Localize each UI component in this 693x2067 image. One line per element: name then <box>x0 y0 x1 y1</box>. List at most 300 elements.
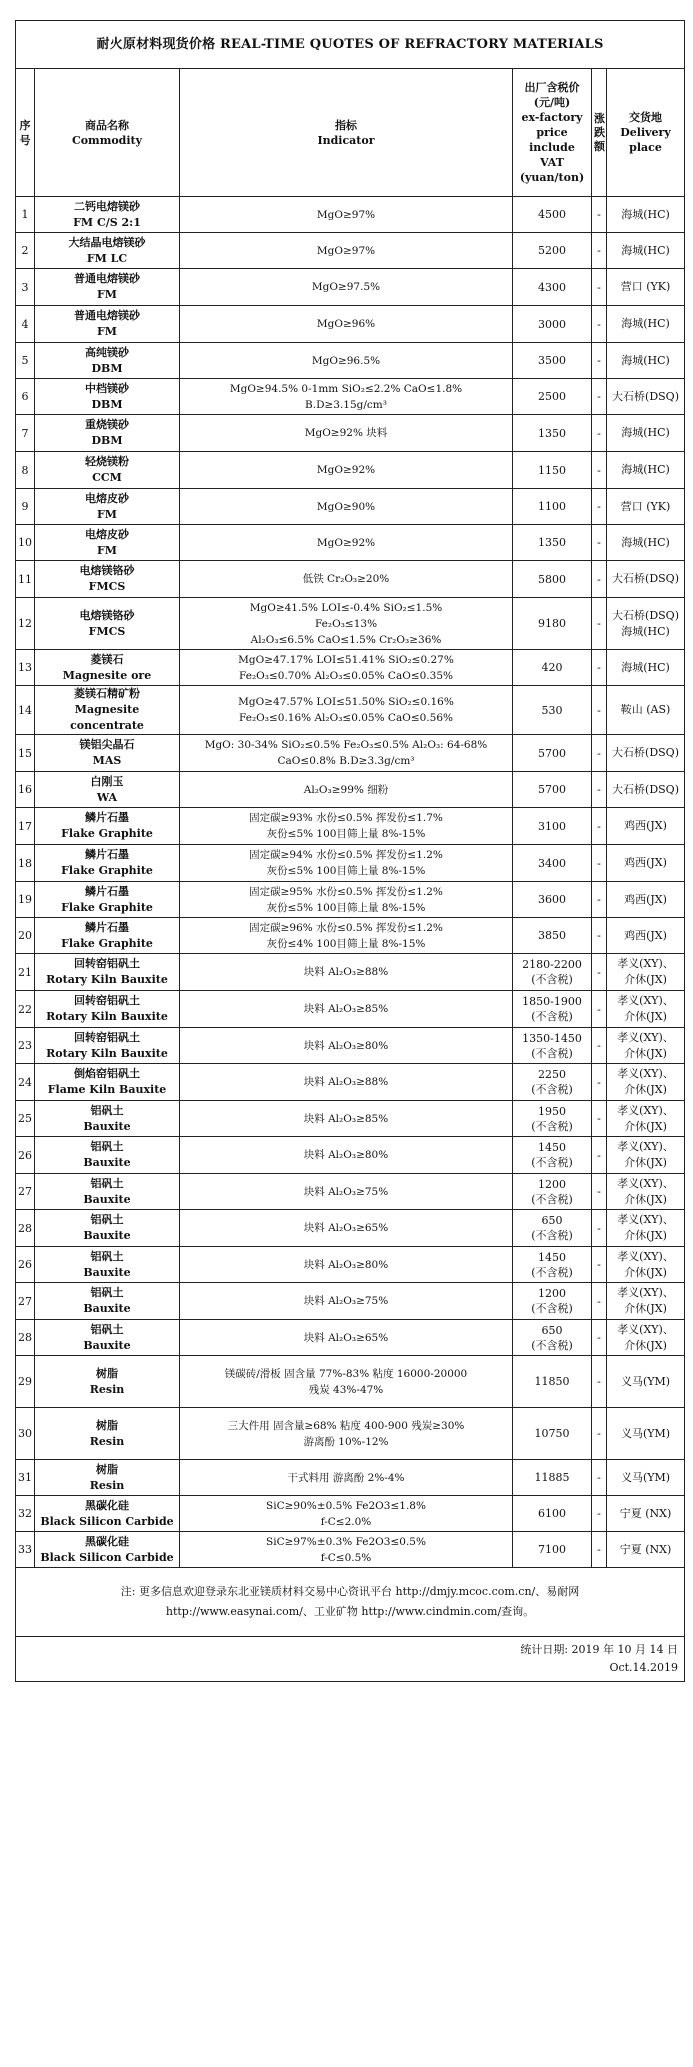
row-number: 27 <box>16 1283 35 1320</box>
commodity-name-en: Magnesite ore <box>62 668 152 682</box>
commodity-name-en: Resin <box>89 1434 125 1448</box>
place-cell: 孝义(XY)、 介休(JX) <box>607 1174 685 1210</box>
commodity-name-en: CCM <box>92 471 122 484</box>
place-cell: 海城(HC) <box>607 233 685 269</box>
place-cell: 鞍山 (AS) <box>607 686 685 735</box>
commodity-name-en: Bauxite <box>83 1338 131 1352</box>
indicator-cell: 块料 Al₂O₃≥85% <box>180 991 513 1028</box>
trend-cell: - <box>592 1283 607 1320</box>
table-row <box>16 1283 685 1320</box>
indicator-cell: MgO≥96.5% <box>180 343 513 379</box>
price-cell: 2500 <box>513 379 592 415</box>
trend-cell: - <box>592 1532 607 1568</box>
row-number: 17 <box>16 808 35 845</box>
commodity-name-en: Flame Kiln Bauxite <box>47 1083 167 1096</box>
trend-cell: - <box>592 954 607 991</box>
table-row <box>16 918 685 954</box>
row-number: 1 <box>16 197 35 233</box>
indicator-cell: 块料 Al₂O₃≥65% <box>180 1210 513 1247</box>
row-number: 12 <box>16 598 35 650</box>
place-cell: 孝义(XY)、 介休(JX) <box>607 954 685 991</box>
commodity-name-cn: 电熔皮砂 <box>85 527 129 541</box>
table-row <box>16 489 685 525</box>
price-cell: 420 <box>513 650 592 686</box>
commodity-name-cn: 镁铝尖晶石 <box>79 738 135 751</box>
place-cell: 大石桥(DSQ) 海城(HC) <box>607 598 685 650</box>
trend-cell: - <box>592 306 607 343</box>
row-number: 29 <box>16 1356 35 1408</box>
price-cell: 5700 <box>513 735 592 772</box>
price-cell: 6100 <box>513 1496 592 1532</box>
price-cell: 4500 <box>513 197 592 233</box>
row-number: 24 <box>16 1064 35 1101</box>
indicator-cell: 块料 Al₂O₃≥80% <box>180 1028 513 1064</box>
indicator-cell: 固定碳≥93% 水份≤0.5% 挥发份≤1.7% 灰份≤5% 100目筛上量 8%-15% <box>180 808 513 845</box>
indicator-cell: MgO: 30-34% SiO₂≤0.5% Fe₂O₃≤0.5% Al₂O₃: 64-68% CaO≤0.8% B.D≥3.3g/cm³ <box>180 735 513 772</box>
commodity-name-en: Bauxite <box>83 1192 131 1206</box>
row-number: 10 <box>16 525 35 561</box>
commodity-name-en: FM <box>97 543 117 557</box>
price-cell: 2250 (不含税) <box>513 1064 592 1101</box>
row-number: 32 <box>16 1496 35 1532</box>
commodity-cell <box>35 1460 180 1496</box>
header-commodity: 商品名称 Commodity <box>35 69 180 197</box>
commodity-cell <box>35 1247 180 1283</box>
table-row <box>16 1460 685 1496</box>
row-number: 28 <box>16 1320 35 1356</box>
commodity-name-cn: 重烧镁砂 <box>85 418 129 431</box>
trend-cell: - <box>592 1496 607 1532</box>
commodity-name-cn: 大结晶电熔镁砂 <box>68 235 146 249</box>
trend-cell: - <box>592 379 607 415</box>
commodity-name-cn: 电熔镁铬砂 <box>79 564 135 577</box>
commodity-cell <box>35 452 180 489</box>
trend-cell: - <box>592 918 607 954</box>
row-number: 27 <box>16 1174 35 1210</box>
price-cell: 3000 <box>513 306 592 343</box>
trend-cell: - <box>592 650 607 686</box>
row-number: 28 <box>16 1210 35 1247</box>
trend-cell: - <box>592 1101 607 1137</box>
table-row <box>16 1532 685 1568</box>
price-cell: 1350 <box>513 415 592 452</box>
table-row <box>16 525 685 561</box>
commodity-name-en: MAS <box>92 754 122 767</box>
place-cell: 海城(HC) <box>607 650 685 686</box>
table-row <box>16 1101 685 1137</box>
price-cell: 1950 (不含税) <box>513 1101 592 1137</box>
commodity-name-cn: 树脂 <box>96 1366 118 1380</box>
commodity-name-cn: 铝矾土 <box>90 1286 124 1299</box>
row-number: 23 <box>16 1028 35 1064</box>
row-number: 11 <box>16 561 35 598</box>
row-number: 13 <box>16 650 35 686</box>
row-number: 20 <box>16 918 35 954</box>
commodity-name-en: Bauxite <box>83 1229 131 1242</box>
table-row <box>16 379 685 415</box>
indicator-cell: 块料 Al₂O₃≥80% <box>180 1247 513 1283</box>
place-cell: 宁夏 (NX) <box>607 1496 685 1532</box>
price-cell: 10750 <box>513 1408 592 1460</box>
price-cell: 3400 <box>513 845 592 882</box>
indicator-cell: MgO≥94.5% 0-1mm SiO₂≤2.2% CaO≤1.8% B.D≥3.15g/cm³ <box>180 379 513 415</box>
place-cell: 海城(HC) <box>607 343 685 379</box>
row-number: 21 <box>16 954 35 991</box>
row-number: 15 <box>16 735 35 772</box>
commodity-cell <box>35 197 180 233</box>
table-row <box>16 772 685 808</box>
commodity-name-cn: 菱镁石精矿粉 <box>74 687 140 700</box>
place-cell: 孝义(XY)、 介休(JX) <box>607 1028 685 1064</box>
table-row <box>16 650 685 686</box>
place-cell: 孝义(XY)、 介休(JX) <box>607 1101 685 1137</box>
indicator-cell: Al₂O₃≥99% 细粉 <box>180 772 513 808</box>
row-number: 4 <box>16 306 35 343</box>
place-cell: 鸡西(JX) <box>607 808 685 845</box>
commodity-cell <box>35 808 180 845</box>
commodity-cell <box>35 525 180 561</box>
trend-cell: - <box>592 1174 607 1210</box>
price-cell: 1450 (不含税) <box>513 1247 592 1283</box>
trend-cell: - <box>592 197 607 233</box>
commodity-name-cn: 回转窑铝矾土 <box>74 1030 140 1044</box>
table-body <box>16 197 685 1568</box>
header-trend: 涨 跌 额 <box>592 69 607 197</box>
price-cell: 1850-1900 (不含税) <box>513 991 592 1028</box>
row-number: 9 <box>16 489 35 525</box>
row-number: 2 <box>16 233 35 269</box>
commodity-name-en: DBM <box>91 361 123 375</box>
trend-cell: - <box>592 1064 607 1101</box>
price-cell: 5700 <box>513 772 592 808</box>
commodity-cell <box>35 1356 180 1408</box>
commodity-name-cn: 二钙电熔镁砂 <box>74 199 140 213</box>
row-number: 5 <box>16 343 35 379</box>
commodity-name-en: Resin <box>89 1478 125 1492</box>
commodity-name-en: Flake Graphite <box>61 827 153 840</box>
commodity-cell <box>35 343 180 379</box>
commodity-name-en: FM LC <box>86 251 128 265</box>
price-cell: 2180-2200 (不含税) <box>513 954 592 991</box>
price-cell: 650 (不含税) <box>513 1320 592 1356</box>
commodity-name-cn: 铝矾土 <box>90 1176 124 1190</box>
price-cell: 9180 <box>513 598 592 650</box>
place-cell: 鸡西(JX) <box>607 882 685 918</box>
place-cell: 大石桥(DSQ) <box>607 561 685 598</box>
table-row <box>16 1210 685 1247</box>
commodity-name-en: FM <box>97 288 117 301</box>
indicator-cell: 块料 Al₂O₃≥75% <box>180 1174 513 1210</box>
price-cell: 5800 <box>513 561 592 598</box>
price-cell: 1200 (不含税) <box>513 1174 592 1210</box>
indicator-cell: 镁碳砖/滑板 固含量 77%-83% 粘度 16000-20000 残炭 43%-47% <box>180 1356 513 1408</box>
place-cell: 海城(HC) <box>607 525 685 561</box>
row-number: 19 <box>16 882 35 918</box>
commodity-cell <box>35 735 180 772</box>
indicator-cell: MgO≥47.17% LOI≤51.41% SiO₂≤0.27% Fe₂O₃≤0.70% Al₂O₃≤0.05% CaO≤0.35% <box>180 650 513 686</box>
commodity-cell <box>35 991 180 1028</box>
place-cell: 海城(HC) <box>607 306 685 343</box>
commodity-name-en: Bauxite <box>83 1156 131 1169</box>
place-cell: 海城(HC) <box>607 197 685 233</box>
commodity-cell <box>35 1101 180 1137</box>
header-indicator: 指标 Indicator <box>180 69 513 197</box>
commodity-name-cn: 菱镁石 <box>90 652 124 666</box>
indicator-cell: MgO≥92% <box>180 452 513 489</box>
row-number: 25 <box>16 1101 35 1137</box>
table-row <box>16 233 685 269</box>
place-cell: 鸡西(JX) <box>607 918 685 954</box>
commodity-name-cn: 鳞片石墨 <box>85 920 129 934</box>
trend-cell: - <box>592 991 607 1028</box>
trend-cell: - <box>592 1137 607 1174</box>
price-cell: 11850 <box>513 1356 592 1408</box>
table-row <box>16 991 685 1028</box>
commodity-name-en: Black Silicon Carbide <box>40 1550 174 1564</box>
table-row <box>16 452 685 489</box>
table-row <box>16 1408 685 1460</box>
indicator-cell: MgO≥90% <box>180 489 513 525</box>
place-cell: 孝义(XY)、 介休(JX) <box>607 1137 685 1174</box>
indicator-cell: 块料 Al₂O₃≥80% <box>180 1137 513 1174</box>
trend-cell: - <box>592 686 607 735</box>
price-cell: 5200 <box>513 233 592 269</box>
commodity-cell <box>35 1320 180 1356</box>
header-price: 出厂含税价 (元/吨) ex-factory price include VAT (yuan/ton) <box>513 69 592 197</box>
commodity-name-en: FM C/S 2:1 <box>73 215 141 229</box>
indicator-cell: MgO≥41.5% LOI≤-0.4% SiO₂≤1.5% Fe₂O₃≤13% Al₂O₃≤6.5% CaO≤1.5% Cr₂O₃≥36% <box>180 598 513 650</box>
commodity-name-en: Bauxite <box>83 1302 131 1315</box>
place-cell: 义马(YM) <box>607 1408 685 1460</box>
stat-date-en: Oct.14.2019 <box>609 1661 679 1674</box>
table-row <box>16 561 685 598</box>
row-number: 14 <box>16 686 35 735</box>
price-cell: 3850 <box>513 918 592 954</box>
row-number: 30 <box>16 1408 35 1460</box>
commodity-cell <box>35 954 180 991</box>
trend-cell: - <box>592 1210 607 1247</box>
trend-cell: - <box>592 882 607 918</box>
commodity-name-en: Flake Graphite <box>61 864 153 877</box>
table-row <box>16 1496 685 1532</box>
commodity-name-cn: 黑碳化硅 <box>85 1534 129 1548</box>
commodity-cell <box>35 233 180 269</box>
commodity-name-cn: 中档镁砂 <box>85 381 129 395</box>
price-cell: 1100 <box>513 489 592 525</box>
price-cell: 530 <box>513 686 592 735</box>
commodity-cell <box>35 918 180 954</box>
price-cell: 1150 <box>513 452 592 489</box>
commodity-name-cn: 回转窑铝矾土 <box>74 957 140 970</box>
trend-cell: - <box>592 1460 607 1496</box>
commodity-cell <box>35 1064 180 1101</box>
place-cell: 海城(HC) <box>607 452 685 489</box>
commodity-name-cn: 倒焰窑铝矾土 <box>74 1067 140 1080</box>
commodity-cell <box>35 415 180 452</box>
commodity-name-en: FMCS <box>88 624 126 638</box>
table-row <box>16 686 685 735</box>
commodity-cell <box>35 561 180 598</box>
commodity-name-cn: 黑碳化硅 <box>85 1498 129 1512</box>
trend-cell: - <box>592 772 607 808</box>
row-number: 26 <box>16 1137 35 1174</box>
indicator-cell: MgO≥96% <box>180 306 513 343</box>
table-row <box>16 306 685 343</box>
indicator-cell: 固定碳≥94% 水份≤0.5% 挥发份≤1.2% 灰份≤5% 100目筛上量 8%-15% <box>180 845 513 882</box>
indicator-cell: 块料 Al₂O₃≥88% <box>180 954 513 991</box>
commodity-cell <box>35 1532 180 1568</box>
indicator-cell: 三大件用 固含量≥68% 粘度 400-900 残炭≥30% 游离酚 10%-12% <box>180 1408 513 1460</box>
header-place: 交货地 Delivery place <box>607 69 685 197</box>
place-cell: 孝义(XY)、 介休(JX) <box>607 1320 685 1356</box>
price-cell: 4300 <box>513 269 592 306</box>
commodity-name-en: Flake Graphite <box>61 936 153 950</box>
commodity-name-cn: 白刚玉 <box>90 774 124 788</box>
table-row <box>16 197 685 233</box>
trend-cell: - <box>592 1320 607 1356</box>
indicator-cell: 块料 Al₂O₃≥88% <box>180 1064 513 1101</box>
commodity-name-en: Rotary Kiln Bauxite <box>46 1046 168 1060</box>
commodity-name-cn: 铝矾土 <box>90 1140 124 1153</box>
commodity-name-en: WA <box>96 790 118 804</box>
row-number: 3 <box>16 269 35 306</box>
commodity-name-cn: 电熔镁铬砂 <box>79 608 135 622</box>
commodity-cell <box>35 1408 180 1460</box>
trend-cell: - <box>592 845 607 882</box>
place-cell: 宁夏 (NX) <box>607 1532 685 1568</box>
commodity-cell <box>35 845 180 882</box>
commodity-name-en: FM <box>97 325 117 338</box>
price-table <box>15 20 685 1682</box>
row-number: 8 <box>16 452 35 489</box>
commodity-cell <box>35 1174 180 1210</box>
trend-cell: - <box>592 269 607 306</box>
place-cell: 营口 (YK) <box>607 489 685 525</box>
table-row <box>16 343 685 379</box>
indicator-cell: 块料 Al₂O₃≥65% <box>180 1320 513 1356</box>
indicator-cell: MgO≥92% 块料 <box>180 415 513 452</box>
trend-cell: - <box>592 415 607 452</box>
price-cell: 1350 <box>513 525 592 561</box>
commodity-name-en: DBM <box>91 397 123 411</box>
commodity-name-cn: 铝矾土 <box>90 1322 124 1336</box>
trend-cell: - <box>592 598 607 650</box>
table-row <box>16 735 685 772</box>
commodity-name-en: FMCS <box>88 580 126 593</box>
commodity-name-cn: 树脂 <box>96 1418 118 1432</box>
commodity-cell <box>35 1496 180 1532</box>
table-title: 耐火原材料现货价格 REAL-TIME QUOTES OF REFRACTORY MATERIALS <box>16 21 685 69</box>
price-cell: 1200 (不含税) <box>513 1283 592 1320</box>
commodity-cell <box>35 379 180 415</box>
place-cell: 大石桥(DSQ) <box>607 735 685 772</box>
trend-cell: - <box>592 452 607 489</box>
table-row <box>16 845 685 882</box>
table-row <box>16 1247 685 1283</box>
trend-cell: - <box>592 1408 607 1460</box>
commodity-name-en: Magnesite concentrate <box>70 703 144 732</box>
row-number: 26 <box>16 1247 35 1283</box>
table-row <box>16 1028 685 1064</box>
commodity-name-en: Flake Graphite <box>61 900 153 914</box>
indicator-cell: 干式料用 游离酚 2%-4% <box>180 1460 513 1496</box>
place-cell: 鸡西(JX) <box>607 845 685 882</box>
trend-cell: - <box>592 1356 607 1408</box>
commodity-name-cn: 铝矾土 <box>90 1249 124 1263</box>
commodity-name-cn: 回转窑铝矾土 <box>74 994 140 1007</box>
table-row <box>16 1320 685 1356</box>
table-row <box>16 415 685 452</box>
indicator-cell: 块料 Al₂O₃≥85% <box>180 1101 513 1137</box>
commodity-name-cn: 鳞片石墨 <box>85 884 129 898</box>
price-cell: 1450 (不含税) <box>513 1137 592 1174</box>
trend-cell: - <box>592 561 607 598</box>
commodity-name-cn: 铝矾土 <box>90 1103 124 1117</box>
commodity-name-cn: 轻烧镁粉 <box>85 455 129 468</box>
commodity-name-cn: 普通电熔镁砂 <box>74 309 140 322</box>
commodity-name-en: Black Silicon Carbide <box>40 1514 174 1528</box>
table-row <box>16 808 685 845</box>
indicator-cell: 低铁 Cr₂O₃≥20% <box>180 561 513 598</box>
table-row <box>16 1356 685 1408</box>
statistics-date <box>16 1637 685 1682</box>
trend-cell: - <box>592 735 607 772</box>
commodity-cell <box>35 1137 180 1174</box>
commodity-name-cn: 电熔皮砂 <box>85 491 129 505</box>
place-cell: 孝义(XY)、 介休(JX) <box>607 1247 685 1283</box>
trend-cell: - <box>592 343 607 379</box>
header-row <box>16 69 685 197</box>
trend-cell: - <box>592 525 607 561</box>
row-number: 18 <box>16 845 35 882</box>
indicator-cell: MgO≥97% <box>180 197 513 233</box>
indicator-cell: SiC≥90%±0.5% Fe2O3≤1.8% f-C≤2.0% <box>180 1496 513 1532</box>
row-number: 6 <box>16 379 35 415</box>
trend-cell: - <box>592 233 607 269</box>
commodity-cell <box>35 1028 180 1064</box>
indicator-cell: MgO≥97.5% <box>180 269 513 306</box>
trend-cell: - <box>592 1028 607 1064</box>
table-row <box>16 269 685 306</box>
commodity-cell <box>35 650 180 686</box>
row-number: 7 <box>16 415 35 452</box>
commodity-name-en: Bauxite <box>83 1119 131 1133</box>
table-row <box>16 954 685 991</box>
price-cell: 3100 <box>513 808 592 845</box>
indicator-cell: 固定碳≥96% 水份≤0.5% 挥发份≤1.2% 灰份≤4% 100目筛上量 8%-15% <box>180 918 513 954</box>
place-cell: 孝义(XY)、 介休(JX) <box>607 1064 685 1101</box>
commodity-name-cn: 鳞片石墨 <box>85 811 129 824</box>
price-cell: 1350-1450 (不含税) <box>513 1028 592 1064</box>
place-cell: 义马(YM) <box>607 1356 685 1408</box>
price-cell: 3600 <box>513 882 592 918</box>
commodity-cell <box>35 598 180 650</box>
commodity-name-en: Rotary Kiln Bauxite <box>46 1010 168 1023</box>
place-cell: 大石桥(DSQ) <box>607 772 685 808</box>
indicator-cell: 块料 Al₂O₃≥75% <box>180 1283 513 1320</box>
row-number: 16 <box>16 772 35 808</box>
commodity-cell <box>35 306 180 343</box>
table-row <box>16 882 685 918</box>
footer-note: 注: 更多信息欢迎登录东北亚镁质材料交易中心资讯平台 http://dmjy.mcoc.com.cn/、易耐网 http://www.easynai.com/、工业矿物 http://www.cindmin.com/查询。 <box>16 1568 685 1637</box>
indicator-cell: MgO≥47.57% LOI≤51.50% SiO₂≤0.16% Fe₂O₃≤0.16% Al₂O₃≤0.05% CaO≤0.56% <box>180 686 513 735</box>
place-cell: 营口 (YK) <box>607 269 685 306</box>
commodity-name-en: FM <box>97 507 117 521</box>
row-number: 22 <box>16 991 35 1028</box>
commodity-name-en: Rotary Kiln Bauxite <box>46 973 168 986</box>
place-cell: 海城(HC) <box>607 415 685 452</box>
row-number: 31 <box>16 1460 35 1496</box>
